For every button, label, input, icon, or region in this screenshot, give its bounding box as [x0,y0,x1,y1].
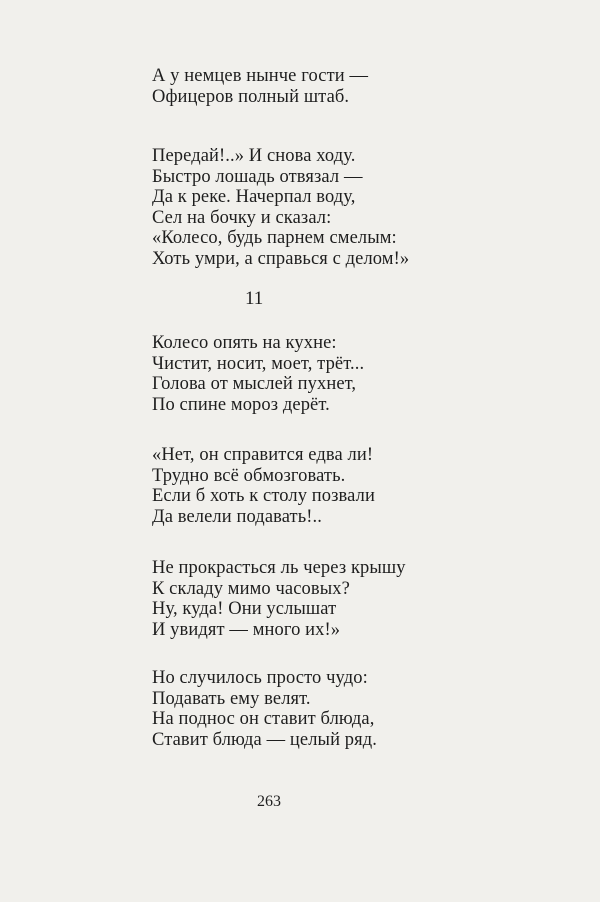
poem-line: Если б хоть к столу позвали [152,486,375,506]
stanza-3 [152,333,364,415]
poem-line: Но случилось просто чудо: [152,668,368,688]
poem-line: Да велели подавать!.. [152,506,322,527]
poem-line: И увидят — много их!» [152,619,341,640]
poem-line: Сел на бочку и сказал: [152,207,332,228]
poem-line: На поднос он ставит блюда, [152,709,375,729]
poem-line: Трудно всё обмозговать. [152,465,346,486]
poem-line: Передай!..» И снова ходу. [152,146,356,166]
poem-line: А у немцев нынче гости — [152,66,369,86]
stanza-5 [152,558,406,640]
poem-line: Чистит, носит, моет, трёт... [152,353,365,374]
stanza-1 [152,66,368,107]
poem-line: «Нет, он справится едва ли! [152,445,374,465]
poem-line: Офицеров полный штаб. [152,86,350,107]
poem-line: Ставит блюда — целый ряд. [152,729,377,750]
poem-line: Хоть умри, а справься с делом!» [152,248,410,269]
poem-line: Подавать ему велят. [152,688,311,709]
poem-line: Быстро лошадь отвязал — [152,166,363,187]
poem-line: Да к реке. Начерпал воду, [152,187,356,207]
poem-line: Колесо опять на кухне: [152,333,337,353]
stanza-6 [152,668,377,750]
stanza-2 [152,146,409,269]
poem-line: Ну, куда! Они услышат [152,599,337,619]
stanza-4 [152,445,375,527]
poem-line: По спине мороз дерёт. [152,394,330,415]
page-number: 263 [257,793,281,810]
section-number: 11 [245,288,264,309]
poem-line: «Колесо, будь парнем смелым: [152,228,397,248]
poem-line: К складу мимо часовых? [152,578,350,599]
poem-line: Не прокрасться ль через крышу [152,558,406,578]
poem-line: Голова от мыслей пухнет, [152,374,357,394]
